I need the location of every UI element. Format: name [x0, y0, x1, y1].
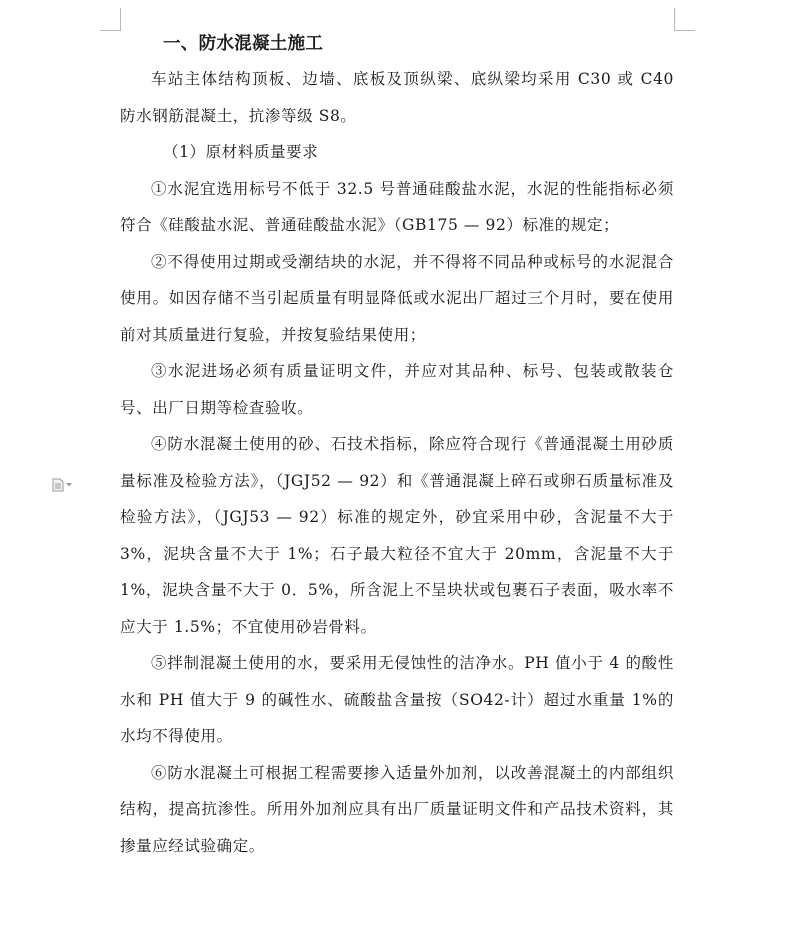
list-item: ⑥防水混凝土可根据工程需要掺入适量外加剂，以改善混凝土的内部组织结构，提高抗渗性。所用外加剂应具有出厂质量证明文件和产品技术资料，其掺量应经试验确定。: [120, 763, 674, 855]
subheading: （1）原材料质量要求: [163, 143, 319, 161]
intro-paragraph: 车站主体结构顶板、边墙、底板及顶纵梁、底纵梁均采用 C30 或 C40 防水钢筋混凝土，抗渗等级 S8。: [120, 70, 674, 125]
list-item: ③水泥进场必须有质量证明文件，并应对其品种、标号、包装或散装仓号、出厂日期等检查验收。: [120, 362, 674, 417]
list-item: ①水泥宜选用标号不低于 32.5 号普通硅酸盐水泥，水泥的性能指标必须符合《硅酸盐水泥、普通硅酸盐水泥》（GB175 — 92）标准的规定；: [120, 179, 674, 234]
chevron-down-icon: [66, 483, 72, 487]
page-corner-top-left: [100, 8, 121, 31]
section-heading: 一、防水混凝土施工: [163, 34, 324, 54]
page-corner-top-right: [674, 8, 695, 31]
document-icon: [52, 478, 64, 492]
list-item: ②不得使用过期或受潮结块的水泥，并不得将不同品种或标号的水泥混合使用。如因存储不当引起质量有明显降低或水泥出厂超过三个月时，要在使用前对其质量进行复验，并按复验结果使用；: [120, 252, 674, 344]
paragraph-marker[interactable]: [52, 478, 72, 492]
list-item: ④防水混凝土使用的砂、石技术指标，除应符合现行《普通混凝土用砂质量标准及检验方法》，（JGJ52 — 92）和《普通混凝上碎石或卵石质量标准及检验方法》，（JGJ53 — 92）标准的规定外，砂宜采用中砂，含泥量不大于 3%，泥块含量不大于 1%；石子最大粒径不宜大于 20mm，含泥量不大于 1%，泥块含量不大于 0．5%，所含泥上不呈块状或包裹石子表面，吸水率不应大于 1.5%；不宜使用砂岩骨料。: [120, 435, 674, 636]
list-item: ⑤拌制混凝土使用的水，要采用无侵蚀性的洁净水。PH 值小于 4 的酸性水和 PH 值大于 9 的碱性水、硫酸盐含量按（SO42-计）超过水重量 1%的水均不得使用。: [120, 654, 674, 745]
document-body: [120, 28, 674, 864]
